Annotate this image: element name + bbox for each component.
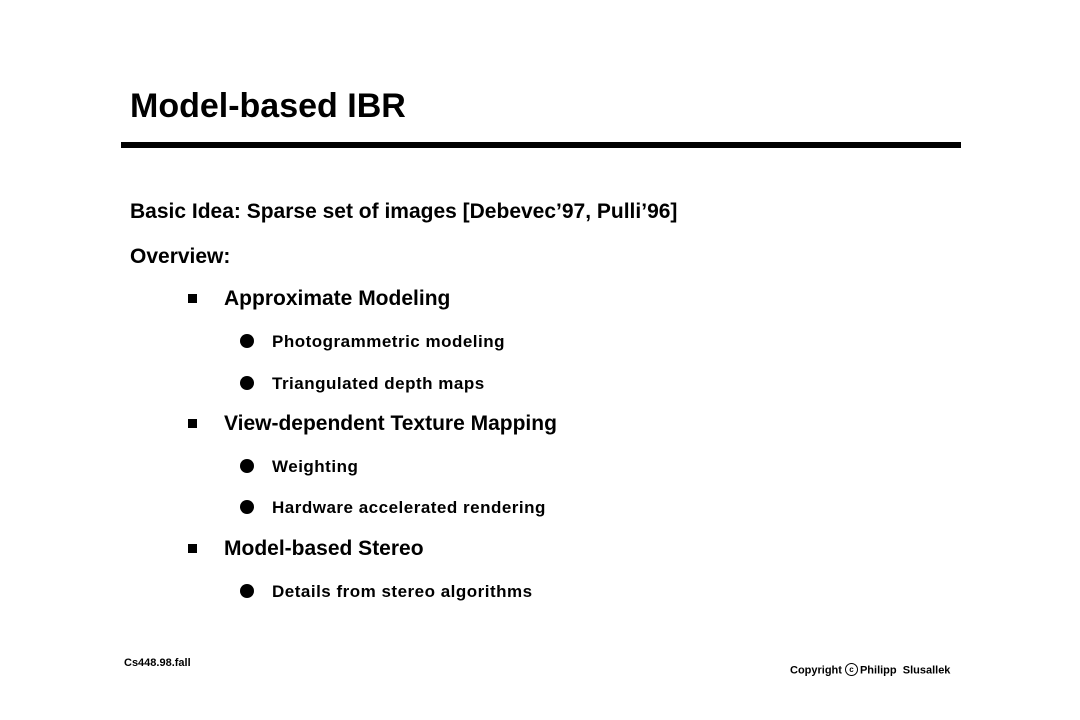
sub-list-item-label: Photogrammetric modeling: [272, 332, 506, 351]
sub-list-item: [240, 496, 546, 520]
title-divider: [121, 142, 961, 148]
course-label: Cs448.98.fall: [124, 657, 191, 669]
round-bullet-icon: [240, 334, 254, 348]
list-item: [188, 535, 424, 563]
copyright-icon: c: [845, 663, 858, 676]
sub-list-item-label: Triangulated depth maps: [272, 374, 485, 393]
square-bullet-icon: [188, 294, 197, 303]
sub-list-item-label: Hardware accelerated rendering: [272, 498, 546, 517]
basic-idea-line: Basic Idea: Sparse set of images [Debevec’97, Pulli’96]: [130, 200, 678, 223]
copyright-notice: [790, 664, 950, 677]
list-item: [188, 285, 450, 313]
list-item-label: View-dependent Texture Mapping: [224, 412, 557, 435]
square-bullet-icon: [188, 544, 197, 553]
sub-list-item: [240, 372, 485, 396]
round-bullet-icon: [240, 459, 254, 473]
list-item-label: Model-based Stereo: [224, 537, 424, 560]
overview-heading: Overview:: [130, 245, 231, 268]
copyright-author: Philipp Slusallek: [859, 664, 951, 677]
square-bullet-icon: [188, 419, 197, 428]
sub-list-item: [240, 580, 533, 604]
sub-list-item: [240, 330, 505, 354]
sub-list-item-label: Details from stereo algorithms: [272, 582, 533, 601]
sub-list-item-label: Weighting: [272, 457, 359, 476]
round-bullet-icon: [240, 376, 254, 390]
sub-list-item: [240, 455, 358, 479]
slide-title: Model-based IBR: [130, 87, 406, 125]
round-bullet-icon: [240, 500, 254, 514]
round-bullet-icon: [240, 584, 254, 598]
copyright-prefix: Copyright: [790, 664, 842, 677]
list-item-label: Approximate Modeling: [224, 287, 451, 310]
list-item: [188, 410, 557, 438]
